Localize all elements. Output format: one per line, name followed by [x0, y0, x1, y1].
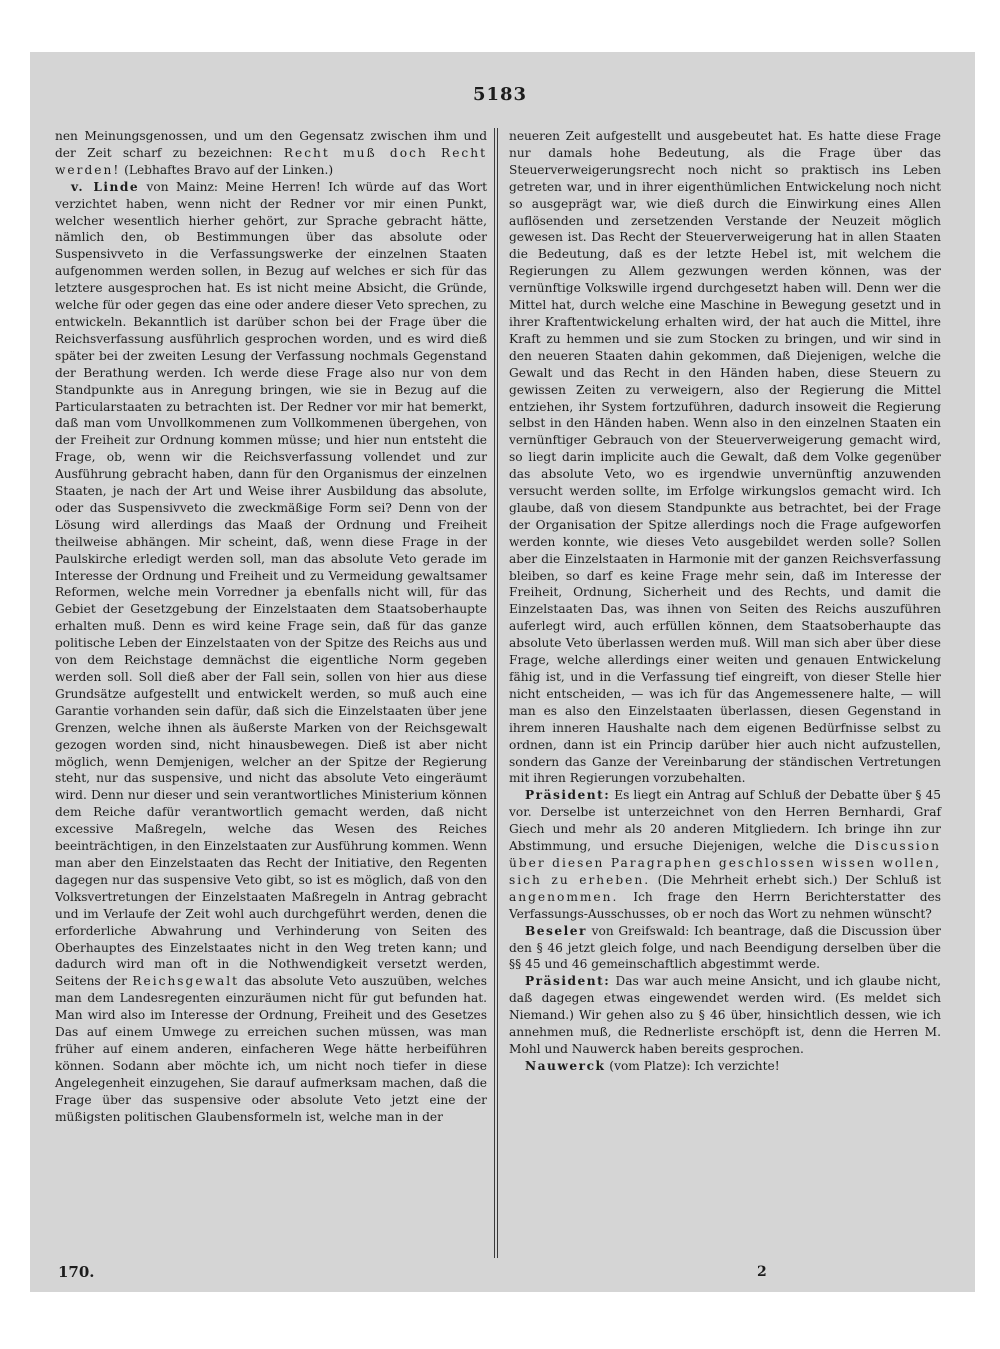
text-run: nen Meinungsgenossen, und um den Gegensatz zwischen ihm und der Zeit scharf zu bezeichnen: [55, 129, 487, 160]
emphasized-text: Recht muß doch Recht werden! [55, 145, 487, 177]
text-run: (vom Platze): Ich verzichte! [605, 1058, 780, 1073]
text-run: das absolute Veto auszuüben, welches man dem Landesregenten einzuräumen nicht für gut befunden hat. Man wird also im Interesse der Ordnung, Freiheit und des Gesetzes Das auf einem Umwege zu erreichen suchen müssen, was man früher auf einem anderen, einfacheren Wege hätte herbeiführen können. Sodann aber möchte ich, um nicht noch tiefer in diese Angelegenheit einzugehen, Sie darauf aufmerksam machen, daß die Frage über das suspensive oder absolute Veto jetzt eine der müßigsten politischen Glaubensformeln ist, welche man in der [55, 974, 488, 1124]
text-run: (Lebhaftes Bravo auf der Linken.) [120, 162, 334, 177]
emphasized-text: Discussion über diesen Paragraphen geschlossen wissen wollen, sich zu erheben. [509, 839, 941, 887]
speaker-name: v. Linde [71, 179, 140, 194]
emphasized-text: angenommen. [509, 889, 619, 904]
speaker-name: Präsident: [525, 974, 611, 989]
page-number: 5183 [472, 84, 528, 105]
speaker-name: Präsident: [525, 788, 611, 803]
text-run: Es liegt ein Antrag auf Schluß der Debatte über § 45 vor. Derselbe ist unterzeichnet von den Herren Bernhardi, Graf Giech und mehr als 20 anderen Mitgliedern. Ich bringe ihn zur Abstimmung, und ersuche Diejenigen, welche die [509, 788, 941, 854]
text-run: Ich frage den Herrn Berichterstatter des Verfassungs-Ausschusses, ob er noch das Wort zu nehmen wünscht? [509, 889, 941, 921]
left-text-column [55, 128, 487, 1125]
text-run: neueren Zeit aufgestellt und ausgebeutet hat. Es hatte diese Frage nur damals hohe Bedeutung, als die Frage über das Steuerverweigerungsrecht noch nicht so praktisch ins Leben getreten war, und in ihrer eigenthümlichen Entwickelung noch nicht so ausgeprägt war, wie dieß durch die Einwirkung eines Allen auflösenden und zersetzenden Verstande der Neuzeit möglich gewesen ist. Das Recht der Steuerverweigerung hat in allen Staaten die Bedeutung, daß es der letzte Hebel ist, mit welchem die Regierungen zu Allem gezwungen werden können, was der vernünftige Volkswille irgend durchgesetzt haben will. Denn wer die Mittel hat, durch welche eine Maschine in Bewegung gesetzt und in ihrer Kraftentwickelung erhalten wird, der hat auch die Mittel, ihre Kraft zu hemmen und sie zum Stocken zu bringen, und wir sind in den neueren Staaten dahin gekommen, daß Diejenigen, welche die Gewalt und das Recht in den Händen haben, diese Steuern zu gewissen Zeiten zu verweigern, also der Regierung die Mittel entziehen, ihr System fortzuführen, dadurch insoweit die Regierung selbst in den Händen haben. Wenn also in den einzelnen Staaten ein vernünftiger Gebrauch von der Steuerverweigerung gemacht wird, so liegt darin implicite auch die Gewalt, daß dem Volke gegenüber das absolute Veto, wo es irgendwie unvernünftig anzuwenden versucht werden sollte, im Erfolge wirkungslos gemacht wird. Ich glaube, daß von diesem Standpunkte aus betrachtet, bei der Frage der Organisation der Spitze allerdings noch die Frage aufgeworfen werden konnte, wie dieses Veto ausgebildet werden solle? Sollen aber die Einzelstaaten in Harmonie mit der ganzen Reichsverfassung bleiben, so darf es keine Frage mehr sein, daß im Interesse der Freiheit, Ordnung, Sicherheit und des Rechts, und damit die Einzelstaaten Das, was ihnen von Seiten des Reichs auszuführen auferlegt wird, auch erfüllen können, dem Staatsoberhaupte das absolute Veto überlassen werden muß. Will man sich aber über diese Frage, welche allerdings einer weiten und genauen Entwickelung fähig ist, und in die Verfassung tief eingreift, von dieser Stelle hier nicht entscheiden, — was ich für das Angemessenere halte, — will man es also den Einzelstaaten überlassen, diesen Gegenstand in ihrem inneren Haushalte nach dem eigenen Bedürfnisse selbst zu ordnen, dann ist ein Princip darüber hier auch nicht aufzustellen, sondern das Ganze der Vereinbarung der ständischen Vertretungen mit ihren Regierungen vorzubehalten. [509, 129, 941, 786]
paragraph [509, 973, 941, 1058]
sheet-signature-mark: 2 [757, 1264, 767, 1280]
text-run: von Greifswald: Ich beantrage, daß die Discussion über den § 46 jetzt gleich folge, und nach Beendigung derselben über die §§ 45 und 46 gemeinschaftlich abgestimmt werde. [509, 923, 941, 972]
paragraph [509, 787, 941, 922]
speaker-name: Nauwerck [525, 1058, 606, 1073]
emphasized-text: Reichsgewalt [132, 974, 240, 989]
paragraph [509, 128, 941, 787]
text-run: (Die Mehrheit erhebt sich.) Der Schluß ist [650, 872, 941, 887]
paragraph [55, 179, 487, 1126]
text-run: von Mainz: Meine Herren! Ich würde auf das Wort verzichtet haben, wenn nicht der Redner vor mir einen Punkt, welcher wesentlich hierher gehört, zur Sprache gebracht hätte, nämlich den, ob Bestimmungen über das absolute oder Suspensivveto in die Verfassungswerke der einzelnen Staaten aufgenommen werden sollen, in Bezug auf welches er sich für das letztere ausgesprochen hat. Es ist nicht meine Absicht, die Gründe, welche für oder gegen das eine oder andere dieser Veto sprechen, zu entwickeln. Bekanntlich ist darüber schon bei der Frage über die Reichsverfassung ausführlich gesprochen worden, und es wird dieß später bei der zweiten Lesung der Verfassung nochmals Gegenstand der Berathung werden. Ich werde diese Frage also nur von dem Standpunkte aus in Anregung bringen, wie sie in Bezug auf die Particularstaaten zu betrachten ist. Der Redner vor mir hat bemerkt, daß man vom Unvollkommenen zum Vollkommenen übergehen, von der Freiheit zur Ordnung kommen müsse; und hier nun entsteht die Frage, ob, wenn wir die Reichsverfassung vollendet und zur Ausführung gebracht haben, dann für den Organismus der einzelnen Staaten, je nach der Art und Weise ihrer Ausbildung das absolute, oder das Suspensivveto die zweckmäßige Form sei? Denn von der Lösung wird allerdings das Maaß der Ordnung und Freiheit theilweise abhängen. Mir scheint, daß, wenn diese Frage in der Paulskirche erledigt werden soll, man das absolute Veto gerade im Interesse der Ordnung und Freiheit und zu Vermeidung gewaltsamer Reformen, welche mein Vorredner ja ebenfalls nicht will, für das Gebiet der Gesetzgebung der Einzelstaaten dem Staatsoberhaupte erhalten muß. Denn es wird keine Frage sein, daß für das ganze politische Leben der Einzelstaaten von der Spitze des Reichs aus und von dem Reichstage demnächst die eigentliche Norm gegeben werden soll. Soll dieß aber der Fall sein, sollen von hier aus diese Grundsätze aufgestellt und entwickelt werden, so muß auch eine Garantie vorhanden sein dafür, daß sich die Einzelstaaten über jene Grenzen, welche ihnen als äußerste Marken von der Reichsgewalt gezogen worden sind, nicht hinausbewegen. Dieß ist aber nicht möglich, wenn Demjenigen, welcher an der Spitze der Regierung steht, nur das suspensive, und nicht das absolute Veto eingeräumt wird. Denn nur dieser und sein verantwortliches Ministerium können dem Reiche dafür verantwortlich gemacht werden, daß nicht excessive Maßregeln, welche das Wesen des Reiches beeinträchtigen, in den Einzelstaaten zur Ausführung kommen. Wenn man aber den Einzelstaaten das Recht der Initiative, den Regenten dagegen nur das suspensive Veto gibt, so ist es möglich, daß von den Volksvertretungen der Einzelstaaten Maßregeln in Antrag gebracht und im Verlaufe der Zeit wohl auch durchgeführt werden, denen die erforderliche Abwahrung und Verhinderung von Seiten des Oberhauptes des Einzelstaates nicht in den Weg treten kann; und dadurch wird man oft in die Nothwendigkeit versetzt werden, Seitens der [55, 179, 487, 989]
column-divider [494, 128, 498, 1258]
paragraph [509, 1058, 941, 1075]
paragraph [55, 128, 487, 179]
speaker-name: Beseler [525, 923, 587, 938]
right-text-column [509, 128, 941, 1075]
text-run: Das war auch meine Ansicht, und ich glaube nicht, daß dagegen etwas eingewendet werden wird. (Es meldet sich Niemand.) Wir gehen also zu § 46 über, hinsichtlich dessen, wie ich annehmen muß, die Rednerliste erschöpft ist, denn die Herren M. Mohl und Nauwerck haben bereits gesprochen. [509, 974, 941, 1056]
sheet-signature-number: 170. [58, 1263, 95, 1281]
paragraph [509, 923, 941, 974]
